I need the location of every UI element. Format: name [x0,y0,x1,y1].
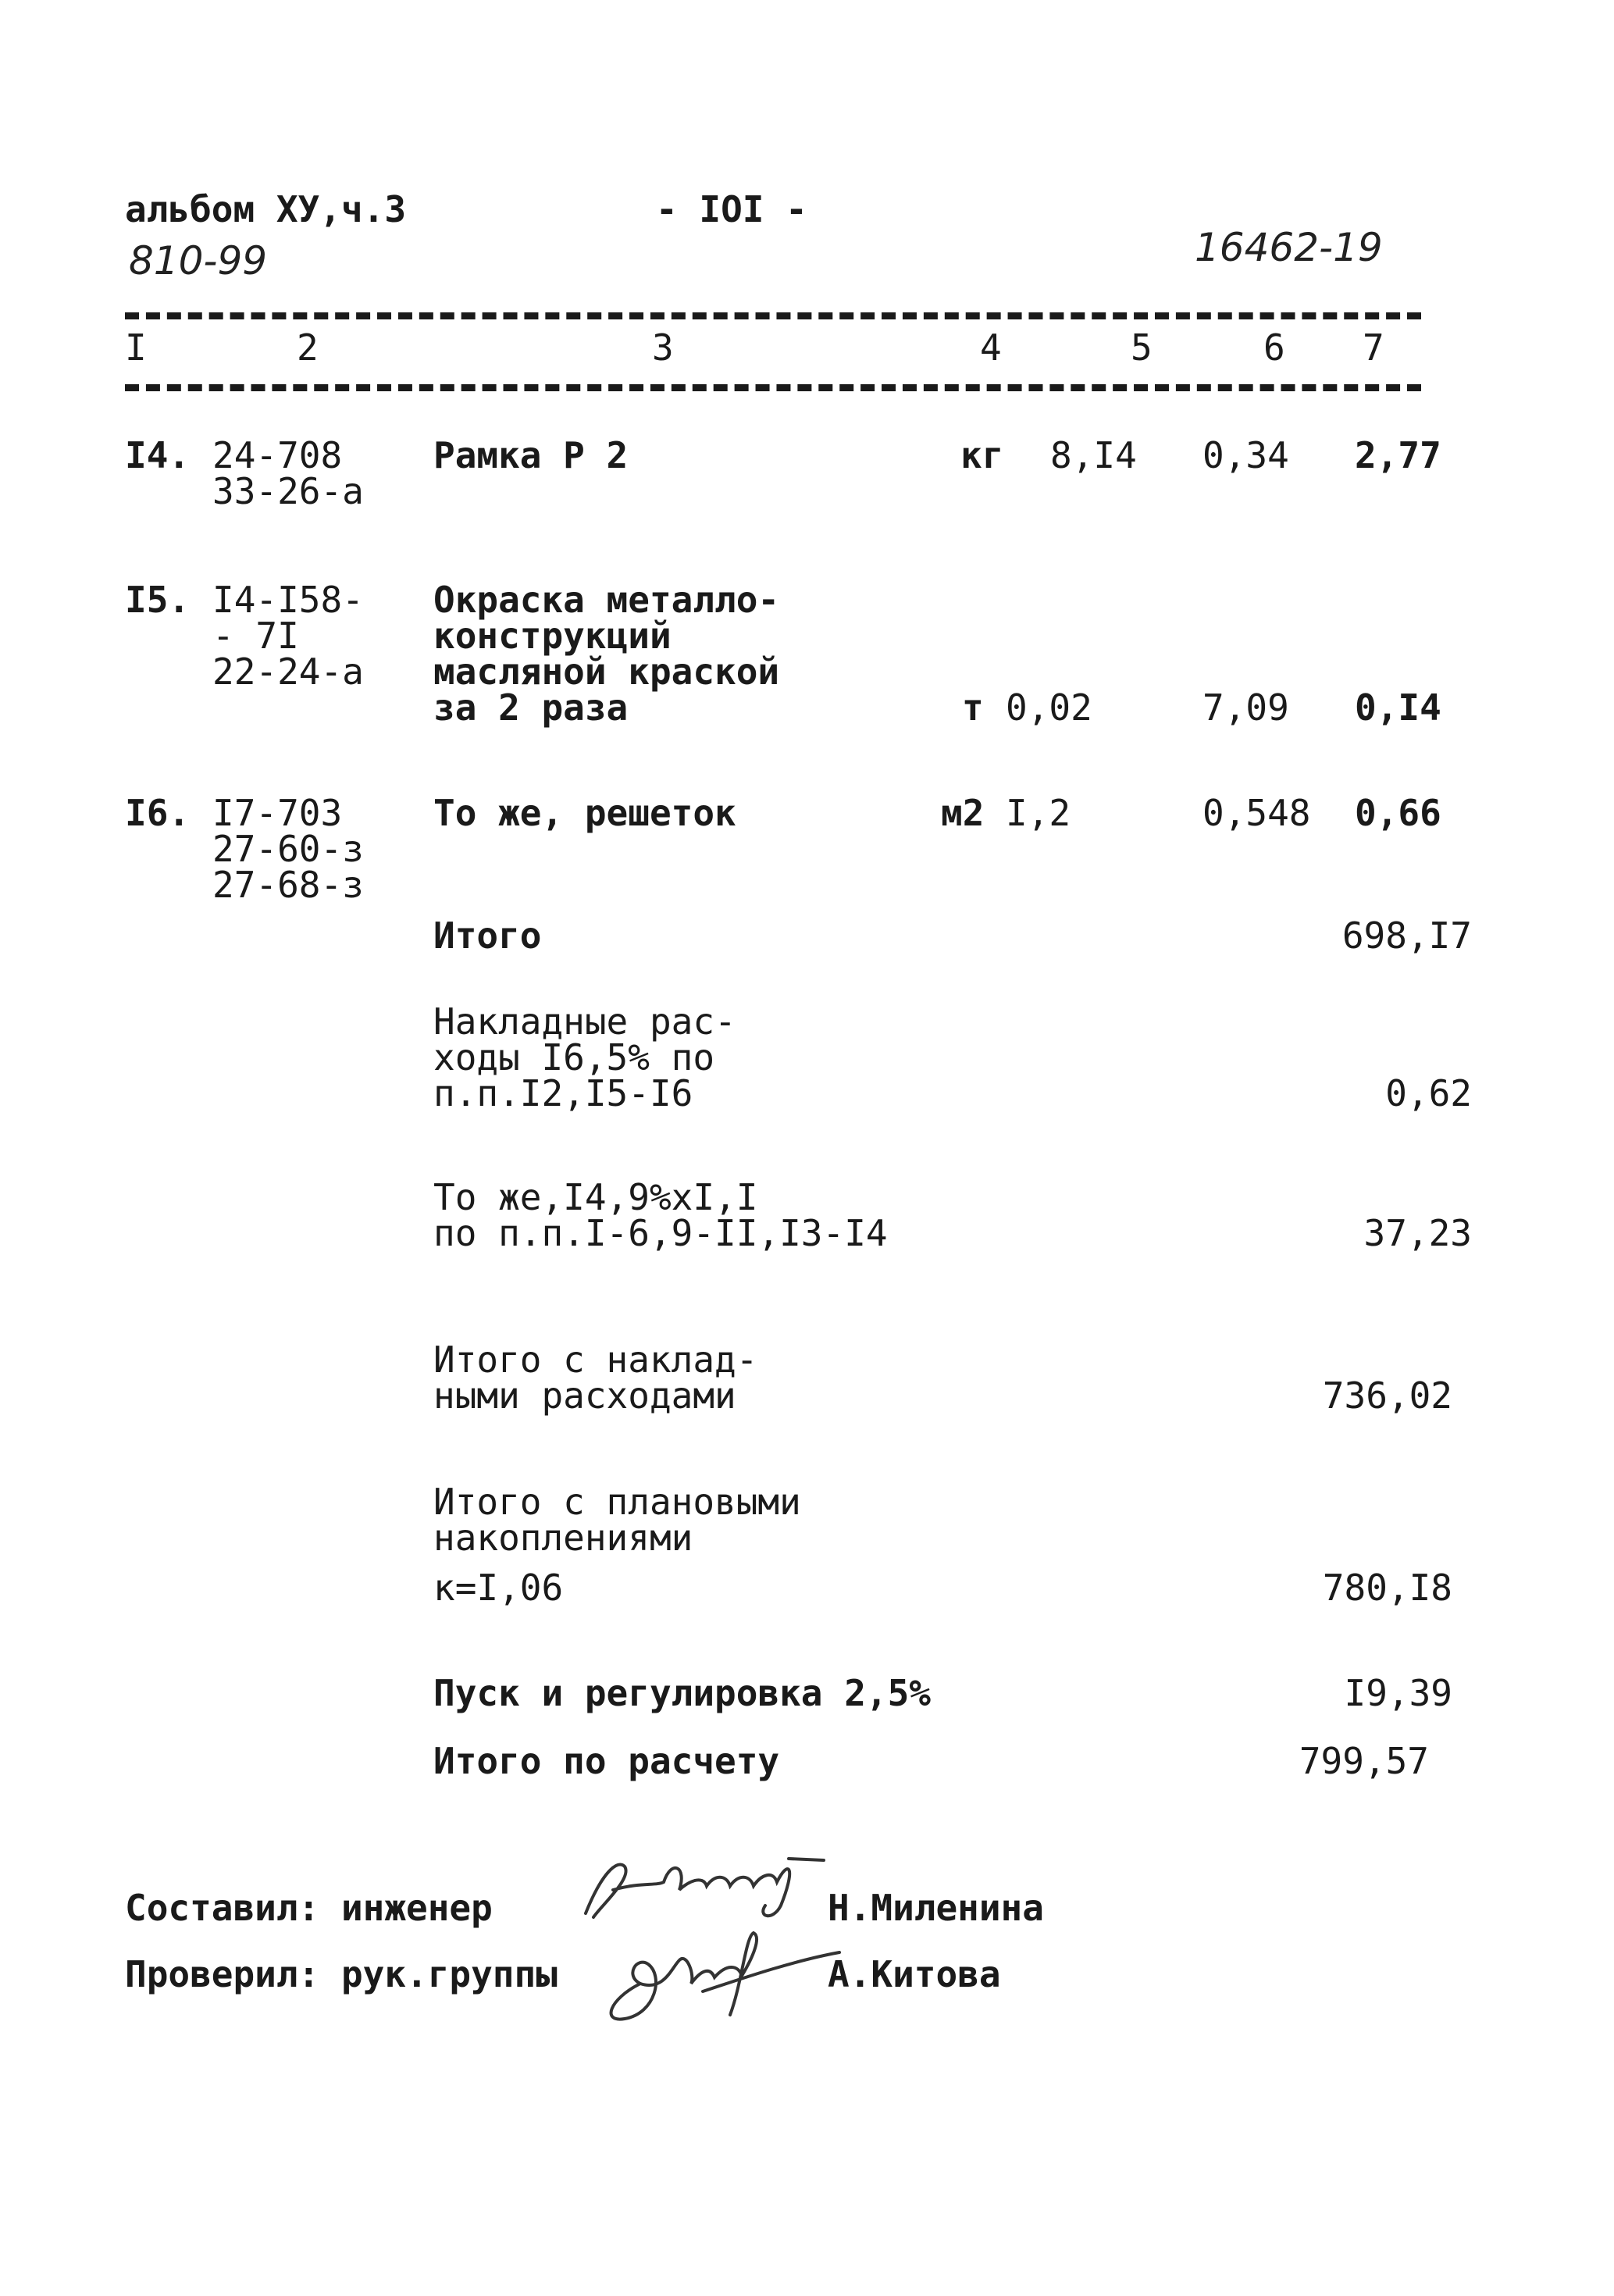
handwritten-album-number: 810-99 [129,238,268,283]
album-label: альбом XУ,ч.3 [125,188,407,230]
handwritten-document-number: 16462-19 [1195,225,1383,270]
summary-label: п.п.I2,I5-I6 [433,1072,693,1114]
checked-by-label: Проверил: рук.группы [125,1953,558,1995]
col-header-4: 4 [980,326,1002,369]
row-number: I4. [125,434,191,476]
row-total: 2,77 [1355,434,1441,476]
row-description: масляной краской [433,651,780,693]
summary-label: Итого с плановыми [433,1481,801,1523]
summary-label: То же,I4,9%xI,I [433,1176,758,1218]
summary-value: I9,39 [1344,1672,1452,1714]
row-description: за 2 раза [433,686,629,729]
summary-label: по п.п.I-6,9-II,I3-I4 [433,1212,888,1254]
row-code: I7-703 [212,792,343,834]
col-header-3: 3 [652,326,674,369]
summary-label: Итого по расчету [433,1740,780,1782]
summary-label: Накладные рас- [433,1000,736,1043]
row-quantity: I,2 [1006,792,1071,834]
row-total: 0,I4 [1355,686,1441,729]
compiled-by-label: Составил: инженер [125,1887,493,1929]
summary-value: 799,57 [1299,1740,1429,1782]
checker-signature [593,1921,843,2030]
row-code: 22-24-а [212,651,364,693]
row-code: 27-60-з [212,828,364,870]
col-header-2: 2 [297,326,319,369]
row-price: 0,34 [1202,434,1289,476]
compiler-signature [570,1843,836,1929]
row-code: 27-68-з [212,864,364,906]
row-description: То же, решеток [433,792,736,834]
page-number: - IOI - [656,188,807,230]
row-code: 24-708 [212,434,343,476]
compiler-name: Н.Миленина [828,1887,1044,1929]
summary-value: 37,23 [1363,1212,1472,1254]
summary-value: 698,I7 [1341,914,1472,957]
summary-value: 0,62 [1385,1072,1472,1114]
col-header-6: 6 [1263,326,1285,369]
summary-label: Итого [433,914,542,957]
summary-label: к=I,06 [433,1567,564,1609]
col-header-7: 7 [1363,326,1384,369]
row-unit: т [962,686,984,729]
row-number: I5. [125,579,191,621]
row-description: Рамка Р 2 [433,434,629,476]
col-header-5: 5 [1131,326,1153,369]
row-unit: м2 [941,792,985,834]
row-description: конструкций [433,615,672,657]
summary-value: 736,02 [1322,1374,1452,1417]
col-header-1: I [125,326,147,369]
summary-label: Итого с наклад- [433,1339,758,1381]
table-header-rule [125,384,1421,391]
summary-value: 780,I8 [1322,1567,1452,1609]
row-code: - 7I [212,615,299,657]
row-code: 33-26-а [212,470,364,512]
summary-label: ными расходами [433,1374,736,1417]
row-price: 7,09 [1202,686,1289,729]
row-quantity: 0,02 [1006,686,1092,729]
table-top-rule [125,312,1421,319]
checker-name: А.Китова [828,1953,1001,1995]
row-number: I6. [125,792,191,834]
row-description: Окраска металло- [433,579,780,621]
row-unit: кг [960,434,1004,476]
row-price: 0,548 [1202,792,1311,834]
row-total: 0,66 [1355,792,1441,834]
summary-label: Пуск и регулировка 2,5% [433,1672,931,1714]
summary-label: ходы I6,5% по [433,1036,715,1078]
row-code: I4-I58- [212,579,364,621]
summary-label: накоплениями [433,1517,693,1559]
row-quantity: 8,I4 [1050,434,1137,476]
